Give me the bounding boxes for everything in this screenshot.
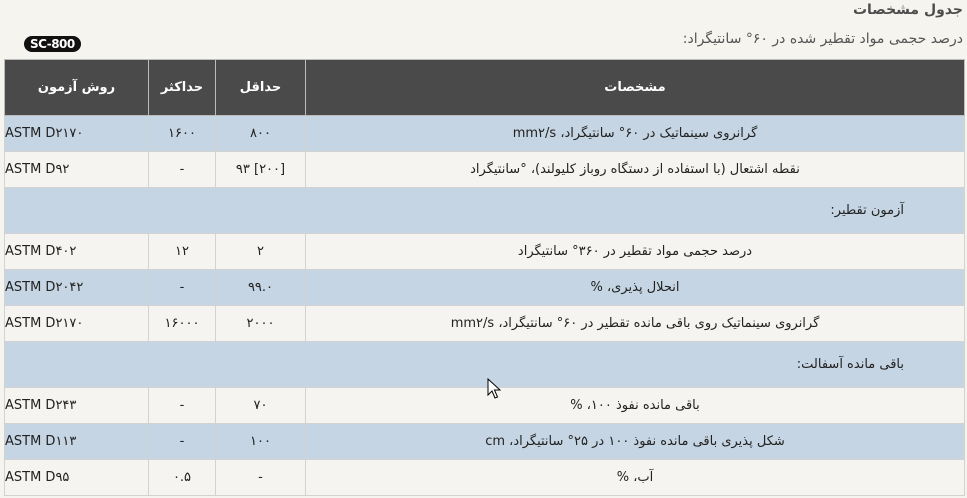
cell-spec: نقطه اشتعال (با استفاده از دستگاه روباز کلیولند)، °سانتیگراد — [306, 152, 965, 188]
table-group-row — [5, 342, 965, 388]
header-max: حداکثر — [149, 60, 216, 116]
cell-min: ۲۰۰۰ — [216, 306, 306, 342]
header-min: حداقل — [216, 60, 306, 116]
cell-method: ASTM D۲۰۴۲ — [5, 270, 149, 306]
header-spec: مشخصات — [306, 60, 965, 116]
cell-method: ASTM D۹۲ — [5, 152, 149, 188]
cell-spec: شکل پذیری باقی مانده نفوذ ۱۰۰ در ۲۵° سانتیگراد، cm — [306, 424, 965, 460]
cell-method: ASTM D۲۱۷۰ — [5, 306, 149, 342]
cell-max: ۱۶۰۰۰ — [149, 306, 216, 342]
cell-max: - — [149, 152, 216, 188]
cell-max: ۱۲ — [149, 234, 216, 270]
cell-min: ۱۰۰ — [216, 424, 306, 460]
table-row — [5, 152, 965, 188]
table-row — [5, 424, 965, 460]
cell-min: [۲۰۰] ۹۳ — [216, 152, 306, 188]
cell-min: ۲ — [216, 234, 306, 270]
cell-method: ASTM D۹۵ — [5, 460, 149, 496]
cell-min: ۹۹.۰ — [216, 270, 306, 306]
group-label-asphalt-residue: باقی مانده آسفالت: — [5, 342, 965, 388]
cell-max: - — [149, 270, 216, 306]
section-title: جدول مشخصات — [852, 2, 963, 18]
cell-max: - — [149, 424, 216, 460]
cell-method: ASTM D۱۱۳ — [5, 424, 149, 460]
cell-method: ASTM D۲۱۷۰ — [5, 116, 149, 152]
cell-spec: آب، % — [306, 460, 965, 496]
cell-method: ASTM D۴۰۲ — [5, 234, 149, 270]
table-row — [5, 460, 965, 496]
cell-spec: گرانروی سینماتیک در ۶۰° سانتیگراد، mm۲/s — [306, 116, 965, 152]
cell-max: ۰.۵ — [149, 460, 216, 496]
table-row — [5, 306, 965, 342]
cell-spec: گرانروی سینماتیک روی باقی مانده تقطیر در ۶۰° سانتیگراد، mm۲/s — [306, 306, 965, 342]
group-label-distillation: آزمون تقطیر: — [5, 188, 965, 234]
table-row — [5, 116, 965, 152]
table-subtitle: درصد حجمی مواد تقطیر شده در ۶۰° سانتیگراد: — [682, 31, 963, 47]
table-row — [5, 388, 965, 424]
cell-spec: باقی مانده نفوذ ۱۰۰، % — [306, 388, 965, 424]
cell-max: - — [149, 388, 216, 424]
table-header-row — [5, 60, 965, 116]
spec-table — [4, 59, 965, 496]
cell-spec: انحلال پذیری، % — [306, 270, 965, 306]
header-method: روش آزمون — [5, 60, 149, 116]
cell-min: - — [216, 460, 306, 496]
table-row — [5, 270, 965, 306]
table-group-row — [5, 188, 965, 234]
cell-min: ۸۰۰ — [216, 116, 306, 152]
product-code-badge: SC-800 — [24, 36, 81, 52]
cell-min: ۷۰ — [216, 388, 306, 424]
table-row — [5, 234, 965, 270]
cell-spec: درصد حجمی مواد تقطیر در ۳۶۰° سانتیگراد — [306, 234, 965, 270]
cell-method: ASTM D۲۴۳ — [5, 388, 149, 424]
cell-max: ۱۶۰۰ — [149, 116, 216, 152]
mouse-pointer-icon — [487, 378, 501, 400]
